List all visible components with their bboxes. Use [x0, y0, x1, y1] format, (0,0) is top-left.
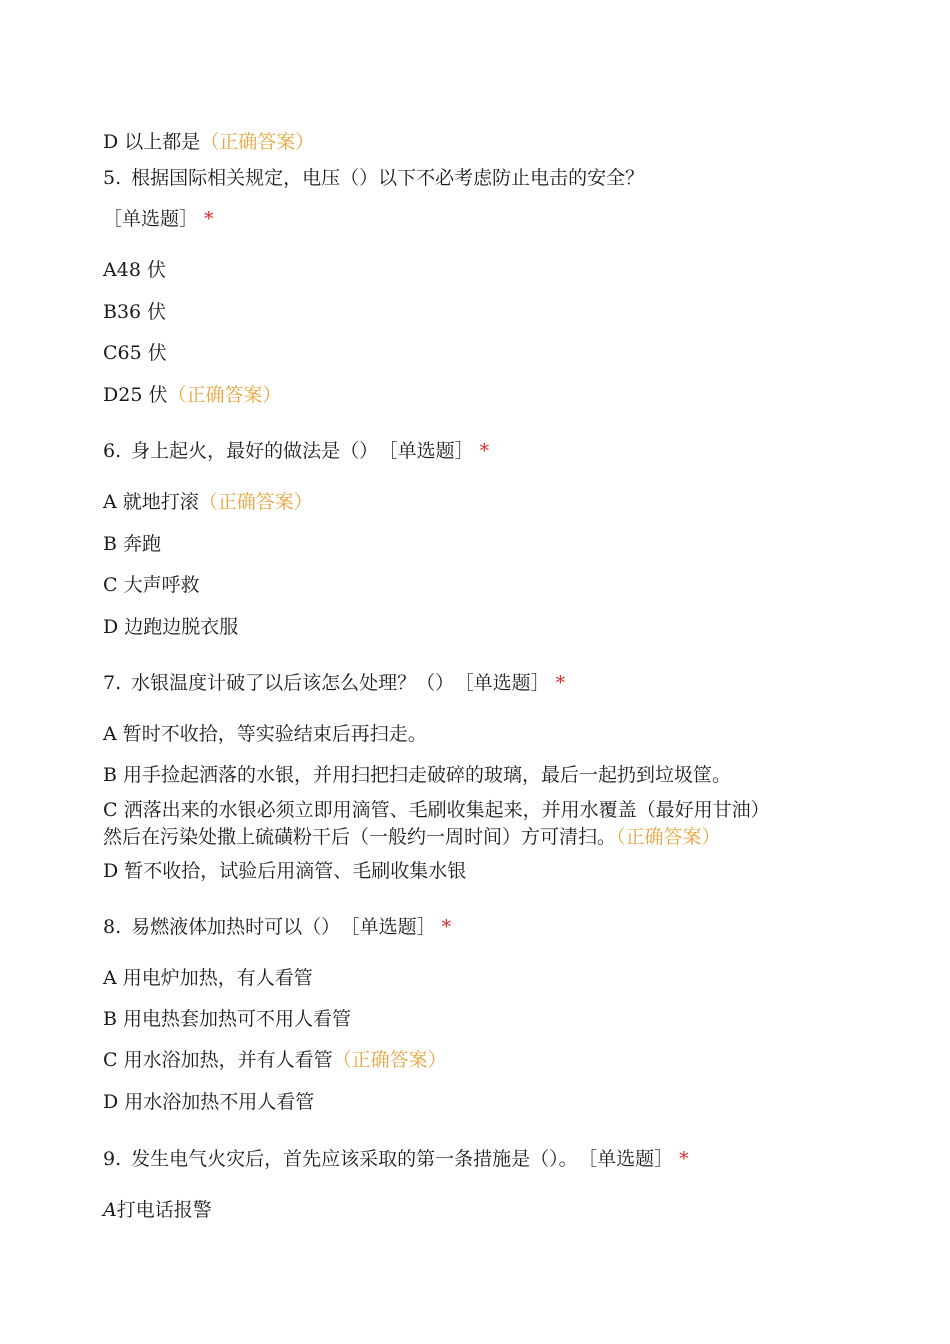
option-text: 以上都是 — [124, 131, 201, 153]
option-d[interactable] — [103, 129, 314, 155]
option-letter: C — [103, 342, 118, 364]
option-text: 暂时不收拾，等实验结束后再扫走。 — [122, 723, 427, 745]
option-text: 36 伏 — [116, 301, 167, 323]
option-c[interactable] — [103, 340, 167, 366]
option-c[interactable] — [103, 572, 200, 598]
option-text: 边跑边脱衣服 — [124, 616, 239, 638]
correct-answer-tag: （正确答案） — [332, 1049, 447, 1071]
option-text: 用水浴加热，并有人看管 — [123, 1049, 333, 1071]
question-number: 6. — [103, 440, 122, 462]
question-title — [103, 670, 565, 696]
option-text: 48 伏 — [116, 259, 166, 281]
option-letter: B — [103, 1008, 117, 1030]
correct-answer-tag: （正确答案） — [200, 131, 315, 153]
required-mark: * — [555, 672, 566, 694]
option-d[interactable] — [103, 1089, 314, 1115]
option-b[interactable] — [103, 762, 731, 788]
question-title — [103, 165, 644, 191]
question-type: ［单选题］ — [388, 440, 474, 462]
option-letter: B — [103, 301, 117, 323]
option-letter: B — [103, 764, 117, 786]
question-number: 8. — [103, 916, 122, 938]
option-letter: C — [103, 799, 118, 821]
option-letter: D — [103, 860, 119, 882]
option-a[interactable] — [103, 257, 166, 283]
option-letter: C — [103, 1049, 118, 1071]
option-letter: A — [103, 967, 117, 989]
option-d[interactable] — [103, 382, 281, 408]
required-mark: * — [679, 1148, 689, 1170]
correct-answer-tag: （正确答案） — [198, 491, 313, 513]
option-a[interactable] — [103, 1197, 212, 1223]
option-text: 用手捡起洒落的水银，并用扫把扫走破碎的玻璃，最后一起扔到垃圾筐。 — [123, 764, 732, 786]
option-b[interactable] — [103, 531, 161, 557]
option-b[interactable] — [103, 1006, 351, 1032]
option-a[interactable] — [103, 489, 313, 515]
option-d[interactable] — [103, 858, 466, 884]
option-a[interactable] — [103, 965, 313, 991]
correct-answer-tag: （正确答案） — [167, 384, 282, 406]
option-letter: A — [103, 723, 117, 745]
question-number: 7. — [103, 672, 122, 694]
required-mark: * — [441, 916, 452, 938]
question-type: ［单选题］ — [587, 1148, 674, 1170]
correct-answer-tag: （正确答案） — [616, 826, 721, 848]
question-type: ［单选题］ — [350, 916, 436, 938]
option-text: 用电热套加热可不用人看管 — [123, 1008, 352, 1030]
option-text-continued: 然后在污染处撒上硫磺粉干后（一般约一周时间）方可清扫。 — [103, 826, 617, 848]
question-text: 易燃液体加热时可以（） — [131, 916, 341, 938]
option-text: 用电炉加热，有人看管 — [122, 967, 313, 989]
question-number: 9. — [103, 1148, 122, 1170]
option-letter: A — [103, 259, 117, 281]
option-d[interactable] — [103, 614, 238, 640]
option-text: 打电话报警 — [116, 1199, 212, 1221]
option-letter: D — [103, 384, 119, 406]
option-c-continuation[interactable] — [103, 824, 721, 850]
question-title — [103, 1146, 689, 1172]
option-letter: D — [103, 1091, 119, 1113]
option-letter: B — [103, 533, 117, 555]
option-text: 就地打滚 — [122, 491, 199, 513]
option-text: 25 伏 — [118, 384, 168, 406]
question-text: 发生电气火灾后，首先应该采取的第一条措施是（）。 — [131, 1148, 578, 1170]
required-mark: * — [479, 440, 490, 462]
option-letter: C — [103, 574, 118, 596]
option-text: 暂不收拾，试验后用滴管、毛刷收集水银 — [124, 860, 467, 882]
option-text: 65 伏 — [117, 342, 167, 364]
option-b[interactable] — [103, 299, 166, 325]
question-text: 水银温度计破了以后该怎么处理？（） — [131, 672, 455, 694]
option-text: 洒落出来的水银必须立即用滴管、毛刷收集起来，并用水覆盖（最好用甘油） — [123, 799, 770, 821]
question-text: 身上起火，最好的做法是（） — [131, 440, 379, 462]
option-letter: A — [103, 1199, 117, 1221]
option-text: 奔跑 — [123, 533, 162, 555]
question-number: 5. — [103, 167, 122, 189]
question-text: 根据国际相关规定，电压（）以下不必考虑防止电击的安全？ — [131, 167, 645, 189]
option-c[interactable] — [103, 797, 770, 823]
question-type: ［单选题］ — [103, 208, 199, 230]
question-title — [103, 914, 451, 940]
question-type-line — [103, 206, 214, 232]
option-letter: A — [103, 491, 117, 513]
option-text: 大声呼救 — [123, 574, 200, 596]
option-letter: D — [103, 616, 119, 638]
question-type: ［单选题］ — [464, 672, 550, 694]
required-mark: * — [204, 208, 214, 230]
option-letter: D — [103, 131, 119, 153]
option-c[interactable] — [103, 1047, 447, 1073]
option-text: 用水浴加热不用人看管 — [124, 1091, 315, 1113]
option-a[interactable] — [103, 721, 427, 747]
question-title — [103, 438, 489, 464]
